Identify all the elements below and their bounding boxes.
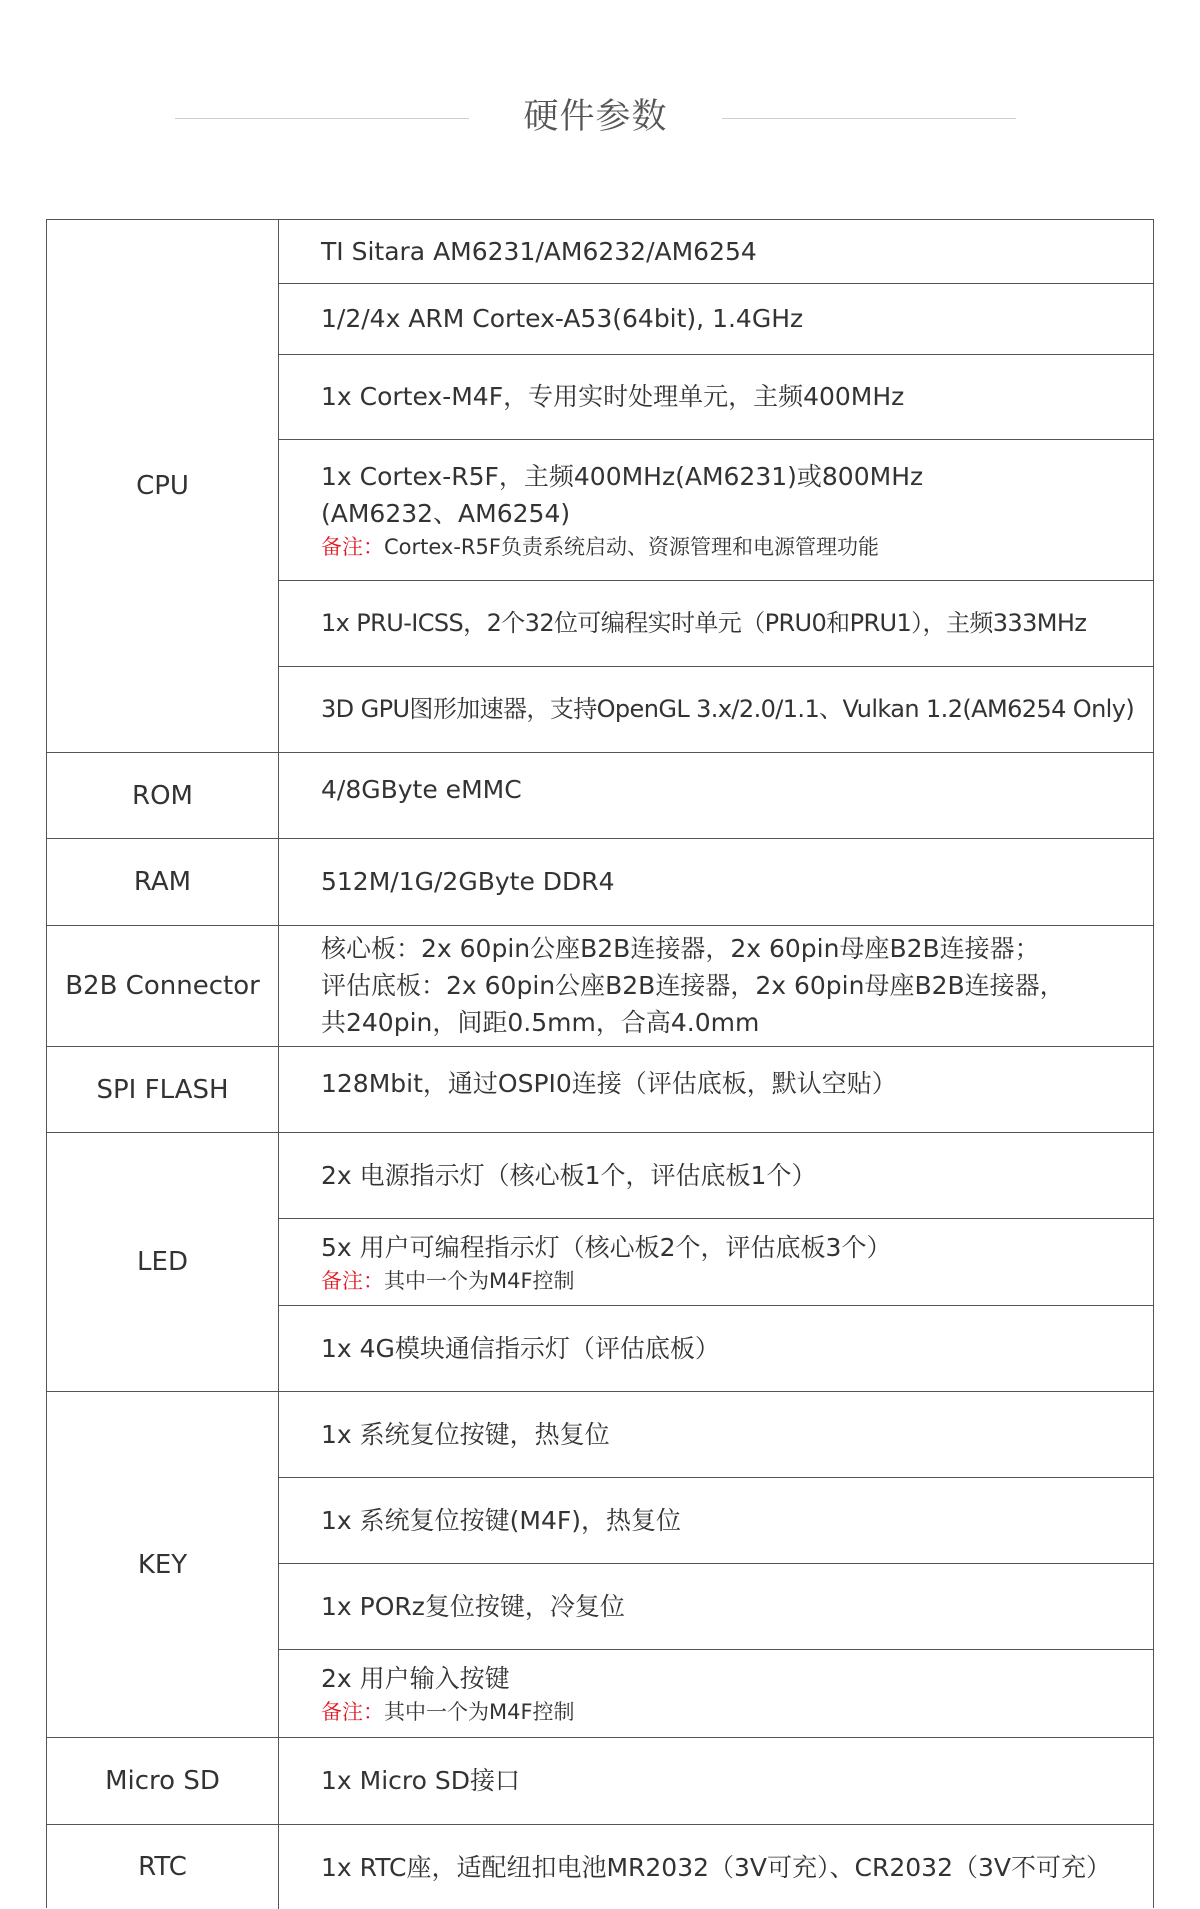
spec-value-text: 1x PORz复位按键，冷复位: [321, 1592, 625, 1621]
spec-values-ram: [279, 839, 1153, 925]
spec-value: [279, 753, 1153, 837]
note-label: 备注：: [321, 534, 384, 559]
spec-group-rtc: [47, 1825, 1153, 1909]
spec-value-text: 1x 4G模块通信指示灯（评估底板）: [321, 1333, 720, 1363]
spec-value-text: 3D GPU图形加速器，支持OpenGL 3.x/2.0/1.1、Vulkan 1.2(AM6254 Only): [321, 695, 1135, 724]
spec-value: [279, 284, 1153, 355]
spec-value: [279, 1133, 1153, 1219]
spec-values-key: [279, 1392, 1153, 1737]
spec-value-text: 4/8GByte eMMC: [321, 775, 522, 804]
spec-value-multiline: [279, 926, 1153, 1045]
spec-value-text: 1x PRU-ICSS，2个32位可编程实时单元（PRU0和PRU1），主频333MHz: [321, 609, 1087, 638]
spec-value: [279, 839, 1153, 924]
spec-values-rom: [279, 753, 1153, 838]
spec-label-led: LED: [47, 1133, 279, 1391]
spec-label-rtc: RTC: [47, 1825, 279, 1909]
spec-value: [279, 1047, 1153, 1131]
spec-value-text: 1x RTC座，适配纽扣电池MR2032（3V可充）、CR2032（3V不可充）: [321, 1852, 1111, 1882]
spec-value-text: (AM6232、AM6254): [321, 498, 571, 528]
spec-value: [279, 1306, 1153, 1390]
spec-values-spi-flash: [279, 1047, 1153, 1132]
spec-values-micro-sd: [279, 1738, 1153, 1824]
spec-group-rom: [47, 753, 1153, 839]
spec-value-text: 128Mbit，通过OSPI0连接（评估底板，默认空贴）: [321, 1069, 897, 1098]
spec-value: [279, 667, 1153, 752]
spec-value-multiline: [279, 1650, 1153, 1736]
spec-values-b2b: [279, 926, 1153, 1046]
spec-value: [279, 355, 1153, 440]
spec-value-text: 1x Cortex-M4F，专用实时处理单元，主频400MHz: [321, 382, 905, 412]
spec-label-spi-flash: SPI FLASH: [47, 1047, 279, 1132]
spec-value-text: 2x 电源指示灯（核心板1个，评估底板1个）: [321, 1161, 817, 1190]
spec-label-key: KEY: [47, 1392, 279, 1737]
spec-group-spi-flash: [47, 1047, 1153, 1133]
spec-group-b2b: [47, 926, 1153, 1047]
spec-group-cpu: [47, 220, 1153, 753]
spec-value: [279, 220, 1153, 284]
spec-value-text: 1x Micro SD接口: [321, 1766, 520, 1795]
spec-note: [321, 1266, 1143, 1296]
spec-label-micro-sd: Micro SD: [47, 1738, 279, 1824]
spec-value-text: 1x Cortex-R5F，主频400MHz(AM6231)或800MHz: [321, 461, 924, 491]
note-text: 其中一个为M4F控制: [384, 1268, 575, 1293]
spec-value-text: 1x 系统复位按键，热复位: [321, 1420, 610, 1449]
header-divider-right: [722, 118, 1016, 119]
spec-group-led: [47, 1133, 1153, 1392]
spec-note: [321, 532, 1143, 562]
note-label: 备注：: [321, 1699, 384, 1724]
spec-group-micro-sd: [47, 1738, 1153, 1825]
spec-value: [279, 1392, 1153, 1478]
spec-value: [279, 1825, 1153, 1909]
spec-value: [279, 1478, 1153, 1564]
section-header: [0, 0, 1200, 220]
note-text: Cortex-R5F负责系统启动、资源管理和电源管理功能: [384, 534, 879, 559]
spec-values-rtc: [279, 1825, 1153, 1909]
spec-value-text: 1/2/4x ARM Cortex-A53(64bit), 1.4GHz: [321, 304, 804, 334]
spec-value: [279, 1738, 1153, 1823]
spec-value-text: 1x 系统复位按键(M4F)，热复位: [321, 1506, 682, 1535]
spec-group-key: [47, 1392, 1153, 1738]
spec-value-text: 共240pin，间距0.5mm，合高4.0mm: [321, 1008, 760, 1037]
spec-values-led: [279, 1133, 1153, 1391]
spec-values-cpu: [279, 220, 1153, 752]
spec-value-text: 2x 用户输入按键: [321, 1663, 510, 1693]
spec-label-ram: RAM: [47, 839, 279, 925]
spec-note: [321, 1697, 1143, 1727]
spec-value-text: TI Sitara AM6231/AM6232/AM6254: [321, 236, 757, 266]
spec-value-text: 5x 用户可编程指示灯（核心板2个，评估底板3个）: [321, 1232, 892, 1262]
note-text: 其中一个为M4F控制: [384, 1699, 575, 1724]
spec-label-b2b: B2B Connector: [47, 926, 279, 1046]
page-title: 硬件参数: [523, 97, 668, 137]
spec-value-multiline: [279, 440, 1153, 582]
spec-label-cpu: CPU: [47, 220, 279, 752]
spec-value: [279, 581, 1153, 667]
hardware-spec-table: [46, 219, 1154, 1908]
header-divider-left: [175, 118, 469, 119]
note-label: 备注：: [321, 1268, 384, 1293]
spec-value-text: 评估底板：2x 60pin公座B2B连接器，2x 60pin母座B2B连接器，: [321, 971, 1065, 1000]
spec-value: [279, 1564, 1153, 1650]
spec-group-ram: [47, 839, 1153, 926]
spec-value-multiline: [279, 1219, 1153, 1306]
spec-value-text: 核心板：2x 60pin公座B2B连接器，2x 60pin母座B2B连接器；: [321, 934, 1040, 963]
spec-label-rom: ROM: [47, 753, 279, 838]
spec-value-text: 512M/1G/2GByte DDR4: [321, 867, 615, 896]
